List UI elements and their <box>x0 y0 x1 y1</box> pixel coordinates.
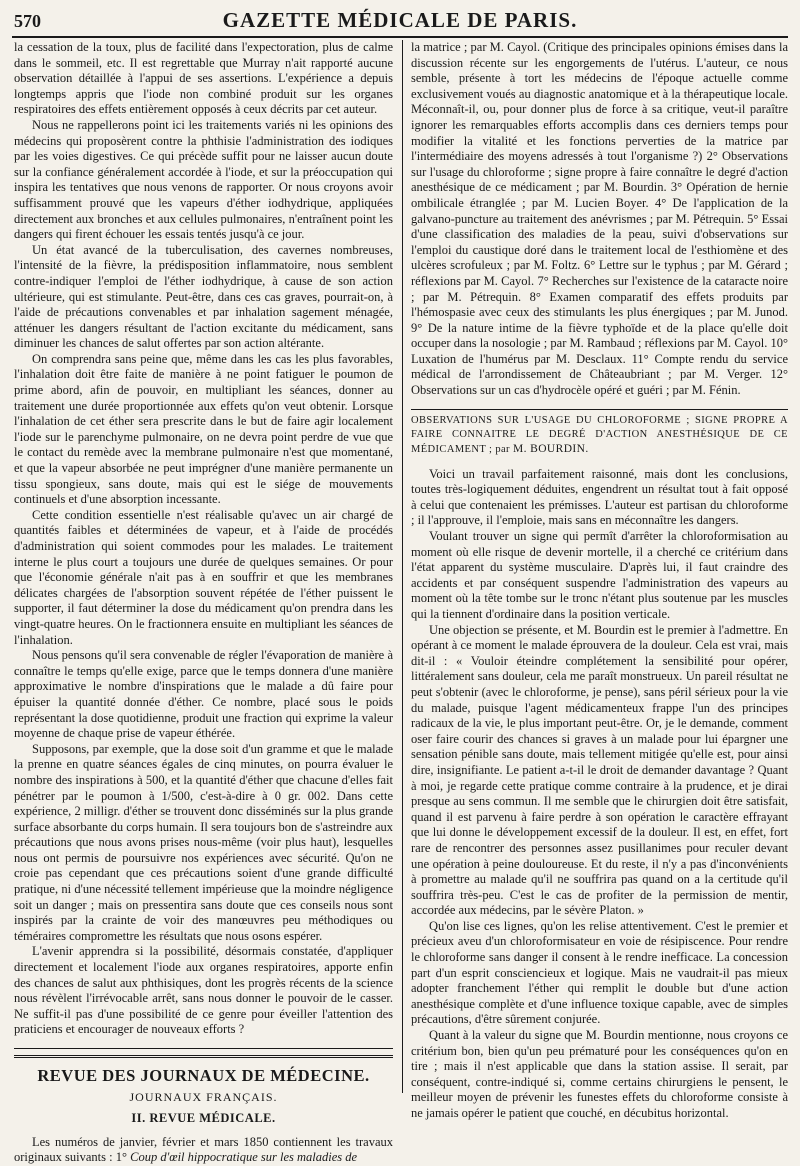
page-header <box>12 6 788 38</box>
paragraph <box>14 1135 393 1166</box>
paragraph: Voulant trouver un signe qui permît d'arrêter la chloroformisation au moment où elle risque de devenir mortelle, il a cherché ce critérium dans l'état apparent du système musculaire. D'après lui, il faut craindre des accidents et par conséquent suspendre l'administration des vapeurs au moment où la tête tombe sur le tronc n'étant plus soutenue par les muscles qui la tiennent d'ordinaire dans la position verticale. <box>411 529 788 621</box>
section-rule <box>14 1048 393 1049</box>
article-title-text: OBSERVATIONS SUR L'USAGE DU CHLOROFORME ; SIGNE PROPRE A FAIRE CONNAITRE LE DEGRÉ D'ACTION ANESTHÉSIQUE DE CE MÉDICAMENT ; par <box>411 414 788 455</box>
article-author: M. BOURDIN. <box>512 442 589 455</box>
page-number: 570 <box>14 11 41 31</box>
section-title: REVUE DES JOURNAUX DE MÉDECINE. <box>37 1066 370 1085</box>
paragraph: la matrice ; par M. Cayol. (Critique des principales opinions émises dans la discussion récente sur les engorgements de l'utérus. L'auteur, ce nous semble, présente à tort les médecins de l'époque actuelle comme exclusivement voués au diagnostic anatomique et à la thérapeutique locale. Méconnaît-il, ou, pour donner plus de force à sa critique, veut-il paraître ignorer les remarquables efforts accomplis dans ces derniers temps pour modifier la vitalité et les fonctions perverties de la matrice par l'intermédiaire des moyens adressés à tout l'organisme ?) 2° Observations sur l'usage du chloroforme ; signe propre à faire connaître le degré d'action anesthésique de ce médicament ; par M. Bourdin. 3° Opération de hernie ombilicale étranglée ; par M. Lucien Boyer. 4° De l'application de la galvano-puncture au traitement des anévrismes ; par M. Pétrequin. 5° Essai d'une classification des maladies de la peau, suivi d'observations sur l'emploi du caustique doré dans le traitement local de l'esthiomène et des ulcères scrofuleux ; par M. Foltz. 6° Lettre sur le typhus ; par M. Gérard ; réflexions par M. Cayol. 7° Recherches sur l'existence de la cataracte noire ; par M. Pétrequin. 8° Examen comparatif des effets produits par l'hémospasie avec ceux des stimulants les plus énergiques ; par M. Junod. 9° De la nature intime de la fièvre typhoïde et de la place qu'elle doit occuper dans la nosologie ; par M. Rambaud ; réflexions par M. Cayol. 10° Luxation de l'humérus par M. Desclaux. 11° Compte rendu du service médical de l'arrondissement de Châteaubriant ; par M. Verger. 12° Observations sur un cas d'hydrocèle opéré et guéri ; par M. Fénin. <box>411 40 788 398</box>
paragraph: Quant à la valeur du signe que M. Bourdin mentionne, nous croyons ce critérium bon, bien qu'un peu prématuré pour les conséquences qu'on en tire ; mais il n'est applicable que dans la station assise. Il serait, par conséquent, contre-indiqué si, comme certains chirurgiens le pensent, le meilleur moyen de prévenir les funestes effets du chloroforme consiste à ne jamais opérer le patient que couché, en décubitus horizontal. <box>411 1028 788 1120</box>
article-title <box>411 414 788 457</box>
paragraph-text: Les numéros de janvier, février et mars 1850 contiennent les travaux originaux suivants : 1° <box>14 1134 393 1165</box>
section-double-rule <box>14 1055 393 1058</box>
article-reference: Coup d'œil hippocratique sur les maladies de <box>130 1150 358 1165</box>
paragraph: L'avenir apprendra si la possibilité, désormais constatée, d'appliquer directement et localement l'iode aux organes respiratoires, apporte enfin des chances de salut aux phthisiques, dont les progrès récents de la science nous révèlent l'irrévocable arrêt, sans nous donner le pouvoir de le casser. Ne suffit-il pas d'une possibilité de ce genre pour éveiller l'attention des praticiens et encourager de nouveaux efforts ? <box>14 944 393 1037</box>
paragraph: Cette condition essentielle n'est réalisable qu'avec un air chargé de quantités faibles et déterminées de vapeur, et à l'aide de procédés d'administration qui soient commodes pour les malades. Le traitement interne le plus court a toujours une durée de quelques semaines. Or pour que l'économie générale n'ait pas à en souffrir et que les membranes délicates chargées de l'absorption souvent répétée de l'éther puissent le supporter, il faut déterminer la dose du médicament qu'on prendra dans les vingt-quatre heures. On le fractionnera ensuite en multipliant les séances de l'inhalation. <box>14 507 393 647</box>
paragraph: la cessation de la toux, plus de facilité dans l'expectoration, plus de calme dans le sommeil, etc. Il est regrettable que Murray n'ait rapporté aucune observation détaillée à l'appui de ses assertions. L'expérience a depuis longtemps appris que l'iode non combiné produit sur les organes respiratoires des effets entièrement opposés à ceux décrits par cet auteur. <box>14 40 393 117</box>
column-divider <box>402 40 403 1093</box>
paragraph: Voici un travail parfaitement raisonné, mais dont les conclusions, toutes très-logiquement déduites, engendrent un résultat tout à fait opposé à celui que contenaient les prémisses. L'auteur est partisan du chloroforme ; il l'approuve, il l'emploie, mais sans en méconnaître les dangers. <box>411 466 788 528</box>
paragraph: Supposons, par exemple, que la dose soit d'un gramme et que le malade la prenne en quatre séances égales de cinq minutes, on pourra évaluer le nombre des inspirations à 500, et la quantité d'éther que chacune d'elles fait pénétrer par le poumon à 1/500, c'est-à-dire à 0 gr. 002. Dans cette expérience, 2 milligr. d'éther se trouvent donc disséminés sur la plus grande surface absorbante du corps humain. Il sera toujours bon de s'astreindre aux précautions que nous avons prises nous-même (voir plus haut), lesquelles nous ont permis de poursuivre nos expériences avec sécurité. Qu'on ne croie pas cependant que ces précautions soient d'une grande difficulté pratique, ni d'une nécessité tellement impérieuse que la moindre négligence soit un danger ; mais on pressentira sans doute que ces conseils nous sont inspirés par la crainte de voir des manœuvres peu méthodiques ou téméraires compromettre les résultats que nous osons espérer. <box>14 741 393 943</box>
paragraph: Nous ne rappellerons point ici les traitements variés ni les opinions des médecins qui proposèrent contre la phthisie l'administration des iodiques par les voies digestives. Ce qui précède suffit pour ne laisser aucun doute sur la confiance généralement accordée à l'iode, et sur la préoccupation qui inspira les tentatives que nous venons de rapporter. Or nous croyons avoir suffisamment prouvé que les vapeurs d'éther iodhydrique, appliquées directement aux bronches et aux cellules pulmonaires, n'entraînent point les dangers qui firent échouer les essais tentés jusqu'à ce jour. <box>14 117 393 242</box>
paragraph: Une objection se présente, et M. Bourdin est le premier à l'admettre. En opérant à ce moment le malade éprouvera de la douleur. Cela est vrai, mais dit-il : « Vouloir éteindre complétement la sensibilité pour opérer, littéralement sans douleur, cela me paraît monstrueux. Un pareil résultat ne peut s'obtenir (avec le chloroforme, je pense), sans péril sérieux pour la vie du malade, puisque l'agent médicamenteux frappe l'un des principes radicaux de la vie, le plus important peut-être. Or, je le demande, comment oser faire courir des chances si graves à un malade pour lui épargner une sensation pénible sans doute, mais tellement mitigée qu'elle est, pour ainsi dire, insignifiante. Le patient a-t-il le droit de demander davantage ? Quant à moi, je regarde cette pratique comme contraire à la prudence, et je dirai presque au sens commun. Il me semble que le chirurgien doit être satisfait, quand il est parvenu à faire perdre à son opération le caractère effrayant que lui donne le développement excessif de la douleur. Il est, en effet, fort rare de rencontrer des personnes assez pusillanimes pour reculer devant une opération à peine douloureuse. Et du reste, il n'y a pas d'inconvénients à promettre au malade qu'il ne souffrira pas quand on a la certitude qu'il souffrira très-peu. C'est le cas de profiter de la permission de mentir, accordée aux médecins, par le sévère Platon. » <box>411 622 788 918</box>
left-column <box>14 40 393 1165</box>
article-rule <box>411 409 788 410</box>
right-column <box>411 40 788 1120</box>
paragraph: Nous pensons qu'il sera convenable de régler l'évaporation de manière à connaître le temps qu'elle exige, parce que le temps donnera d'une manière approximative le nombre d'inspirations que le malade a dû faire pour épuiser la quantité donnée d'éther. Ce nombre, placé sous le poids représentant la dose quotidienne, produit une fraction qui exprime la valeur moyenne de chaque prise de vapeur éthérée. <box>14 648 393 741</box>
paragraph: Qu'on lise ces lignes, qu'on les relise attentivement. C'est le premier et précieux aveu d'un chloroformisateur en voie de résipiscence. Pour rendre le chloroforme sans danger il consent à le rendre inefficace. La concession part d'un esprit consciencieux et logique. Mais ne vaudrait-il pas mieux adopter franchement l'éther qui remplit le double but d'une action anesthésique complète et d'une influence toxique capable, avec de simples précautions, d'être sûrement conjurée. <box>411 918 788 1027</box>
subsection-title: JOURNAUX FRANÇAIS. <box>129 1089 278 1104</box>
paragraph: On comprendra sans peine que, même dans les cas les plus favorables, l'inhalation doit être faite de manière à ne point fatiguer le poumon de prime abord, afin de pouvoir, en multipliant les séances, donner au traitement une durée proportionnée aux effets qu'on veut obtenir. Lorsque l'inhalation de cet éther sera prescrite dans le but de faire agir localement l'iode sur le parenchyme pulmonaire, on ne devra point perdre de vue que le contact du remède avec la membrane pulmonaire n'est que momentané, et que la vapeur absorbée ne peut imprégner d'une manière permanente un tissu spongieux, sans doute, mais qui est le siége de mouvements continuels et d'une absorption incessante. <box>14 351 393 507</box>
subsubsection-title: II. REVUE MÉDICALE. <box>131 1111 276 1126</box>
paragraph: Un état avancé de la tuberculisation, des cavernes nombreuses, l'intensité de la fièvre, la prédisposition inflammatoire, nous semblent contre-indiquer l'emploi de l'éther iodhydrique, à cause de son action ultérieure, qui est stimulante. Peut-être, dans ces cas graves, pourrait-on, à l'aide de précautions convenables et par inhalation sagement ménagée, atténuer les dangers résultant de l'action excitante du médicament, sans diminuer les chances de salut offertes par son action altérante. <box>14 242 393 351</box>
journal-title: GAZETTE MÉDICALE DE PARIS. <box>222 8 578 32</box>
